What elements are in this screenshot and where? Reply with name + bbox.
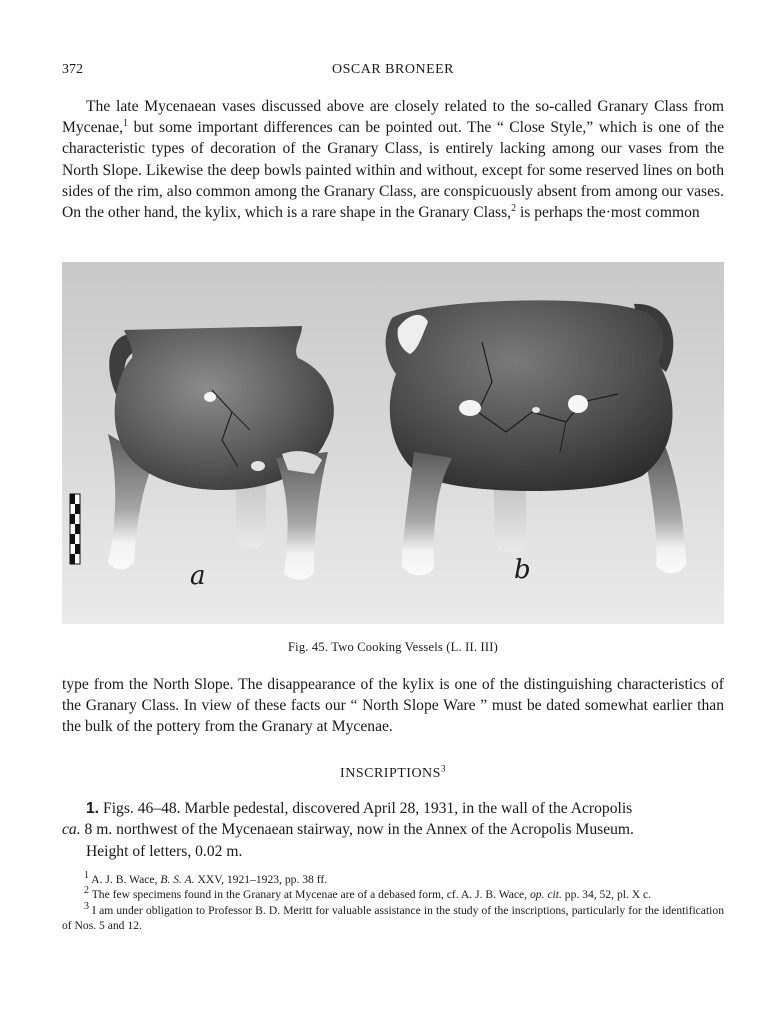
body-paragraph-1 (62, 96, 724, 223)
entry-1-text-2: 8 m. northwest of the Mycenaean stairway, now in the Annex of the Acropolis Museum. (80, 821, 634, 839)
entry-number: 1. (86, 800, 100, 817)
footnote-1 (62, 872, 724, 887)
footnote-3 (62, 900, 724, 934)
running-head: OSCAR BRONEER (331, 62, 455, 77)
label-b: b (514, 555, 531, 585)
label-a: a (190, 561, 206, 591)
entry-1-text-1: Figs. 46–48. Marble pedestal, discovered April 28, 1931, in the wall of the Acropolis (103, 800, 633, 817)
vessel-b (386, 300, 686, 575)
footnote-1-italic: B. S. A. (160, 873, 195, 886)
footnote-1-mark: 1 (84, 870, 89, 882)
entry-1-line-1 (62, 798, 724, 819)
footnote-ref-3[interactable]: 3 (440, 763, 446, 774)
footnote-2-italic: op. cit. (529, 888, 562, 902)
footnote-ref-2[interactable]: 2 (511, 202, 517, 214)
page-header (62, 62, 724, 82)
footnote-ref-1[interactable]: 1 (123, 118, 129, 130)
inscription-entry-1 (62, 798, 724, 862)
entry-1-ca: ca. (62, 821, 81, 839)
body-paragraph-2: type from the North Slope. The disappearance of the kylix is one of the distinguishing characteristics of the Granary Class. In view of these facts our “ North Slope Ware ” must be dated somewhat earlier than the bulk of the pottery from the Granary at Mycenae. (62, 676, 724, 736)
footnote-3-text: I am under obligation to Professor B. D. Meritt for valuable assistance in the study of the inscriptions, particularly for the identification of Nos. 5 and 12. (62, 903, 724, 933)
entry-1-line-2 (62, 819, 724, 840)
figure-caption: Fig. 45. Two Cooking Vessels (L. II. III) (288, 640, 498, 654)
footnote-1-text-a: A. J. B. Wace, (89, 873, 161, 886)
footnote-2-mark: 2 (84, 885, 89, 897)
footnote-1-text-b: XXV, 1921–1923, pp. 38 ff. (194, 873, 328, 886)
cooking-vessels-photo (62, 262, 724, 624)
footnote-3-mark: 3 (84, 900, 89, 912)
paragraph-1-text-a: The late Mycenaean vases discussed above are closely related to the so-called Granary Class from Mycenae, (62, 98, 724, 137)
paragraph-1-text-c: is perhaps the·most common (516, 204, 700, 222)
entry-1-line-3: Height of letters, 0.02 m. (86, 842, 243, 860)
scale-bar (70, 494, 80, 564)
paragraph-1-text-b: but some important differences can be pointed out. The “ Close Style,” which is one of the characteristic types of decoration of the Granary Class, is entirely lacking among our vases from the North Slope. Likewise the deep bowls painted within and without, except for some reserved lines on both sides of the rim, also common among the Granary Class, are conspicuously absent from among our vases. On the other hand, the kylix, which is a rare shape in the Granary Class, (62, 119, 724, 222)
footnote-2-text-b: pp. 34, 52, pl. X c. (561, 888, 652, 902)
vessel-a (108, 326, 334, 580)
footnote-2 (62, 887, 724, 902)
page-number: 372 (62, 62, 83, 77)
section-heading (62, 763, 724, 782)
figure-photograph (62, 262, 724, 624)
section-heading-text: INSCRIPTIONS (340, 766, 441, 781)
footnote-2-text-a: The few specimens found in the Granary at Mycenae are of a debased form, cf. A. J. B. Wace, (89, 888, 530, 902)
footnotes (62, 872, 724, 934)
